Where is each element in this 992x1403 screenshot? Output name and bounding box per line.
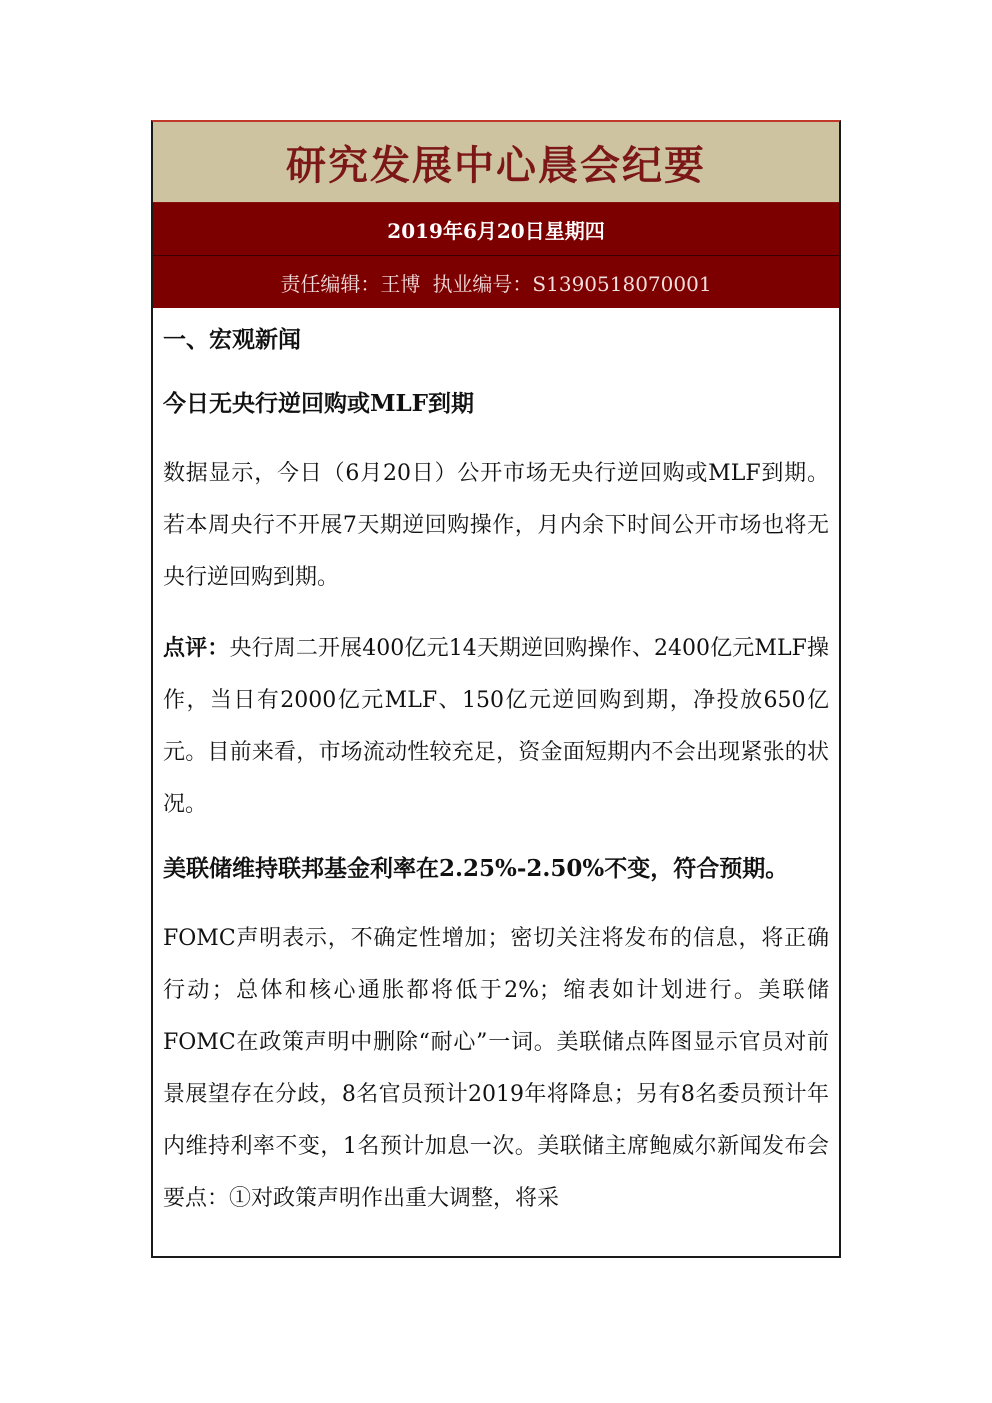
news-body: 数据显示，今日（6月20日）公开市场无央行逆回购或MLF到期。若本周央行不开展7天期逆回购操作，月内余下时间公开市场也将无央行逆回购到期。 xyxy=(163,461,829,590)
comment-label: 点评： xyxy=(163,635,230,661)
report-frame xyxy=(151,120,841,1258)
news-title: 美联储维持联邦基金利率在2.25%-2.50%不变，符合预期。 xyxy=(163,855,789,882)
report-date: 2019年6月20日星期四 xyxy=(387,218,605,243)
report-content xyxy=(153,308,839,1225)
editor-name: 责任编辑：王博 xyxy=(280,271,421,296)
news-comment xyxy=(163,622,829,831)
comment-text: 央行周二开展400亿元14天期逆回购操作、2400亿元MLF操作，当日有2000亿元MLF、150亿元逆回购到期，净投放650亿元。目前来看，市场流动性较充足，资金面短期内不会出现紧张的状况。 xyxy=(163,636,829,817)
title-band xyxy=(153,122,839,203)
news-title: 今日无央行逆回购或MLF到期 xyxy=(163,390,474,417)
editor-band xyxy=(153,256,839,308)
report-title: 研究发展中心晨会纪要 xyxy=(286,141,706,189)
date-band xyxy=(153,203,839,256)
section-heading: 一、宏观新闻 xyxy=(163,326,301,353)
news-body: FOMC声明表示，不确定性增加；密切关注将发布的信息，将正确行动；总体和核心通胀都将低于2%；缩表如计划进行。美联储FOMC在政策声明中删除“耐心”一词。美联储点阵图显示官员对前景展望存在分歧，8名官员预计2019年将降息；另有8名委员预计年内维持利率不变，1名预计加息一次。美联储主席鲍威尔新闻发布会要点：①对政策声明作出重大调整，将采 xyxy=(163,926,829,1211)
license-number: 执业编号：S1390518070001 xyxy=(432,271,712,296)
